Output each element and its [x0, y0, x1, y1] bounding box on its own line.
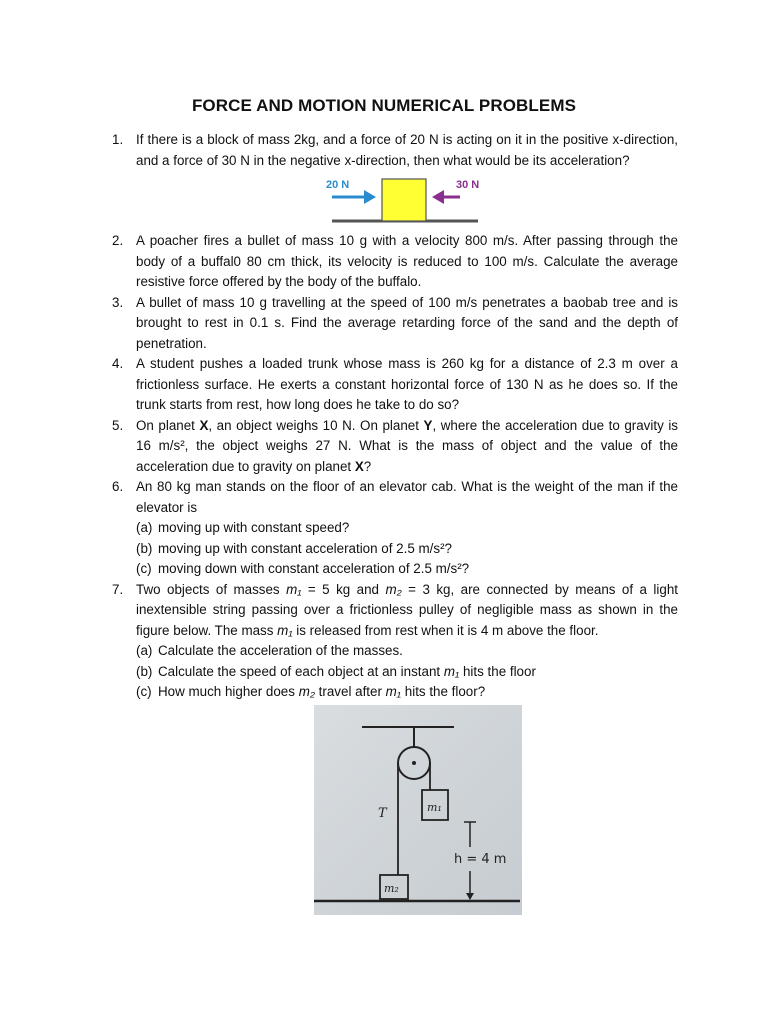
question-text: An 80 kg man stands on the floor of an elevator cab. What is the weight of the man if the elevator is [136, 479, 678, 515]
pulley-diagram-svg [314, 705, 522, 915]
page-title: FORCE AND MOTION NUMERICAL PROBLEMS [191, 96, 577, 115]
question-number: 7. [112, 581, 124, 597]
question-list [112, 130, 678, 915]
sub-question-b: (b) Calculate the speed of each object at an instant m₁ hits the floor [136, 663, 536, 679]
height-label: h = 4 m [454, 851, 507, 867]
pulley-figure [112, 705, 678, 915]
sub-question-a: (a) Calculate the acceleration of the masses. [136, 643, 403, 658]
left-force-label: 20 N [326, 179, 350, 191]
question-5 [112, 416, 678, 478]
mass-2-label: m₂ [384, 881, 399, 895]
mass-1-label: m₁ [427, 800, 442, 814]
question-number: 2. [112, 233, 124, 248]
question-number: 4. [112, 356, 124, 371]
question-4 [112, 354, 678, 416]
pulley-photo [314, 705, 522, 915]
sub-question-c: (c) moving down with constant acceleration of 2.5 m/s²? [136, 561, 470, 576]
question-number: 1. [112, 132, 124, 147]
question-7 [112, 580, 678, 703]
question-number: 5. [112, 417, 124, 433]
question-text: A bullet of mass 10 g travelling at the speed of 100 m/s penetrates a baobab tree and is brought to rest in 0.1 s. Find the average retarding force of the sand and the depth of penetration. [136, 294, 678, 351]
question-text: A poacher fires a bullet of mass 10 g with a velocity 800 m/s. After passing through the body of a buffal0 80 cm thick, its velocity is reduced to 100 m/s. Calculate the average resistive force offered by the body of the buffalo. [136, 233, 678, 289]
question-number: 3. [112, 294, 124, 310]
question-text: On planet X, an object weighs 10 N. On planet Y, where the acceleration due to gravity is 16 m/s², the object weighs 27 N. What is the mass of object and the value of the acceleration due to gravity on planet X? [136, 417, 678, 474]
force-diagram [112, 171, 678, 231]
right-force-label: 30 N [456, 179, 480, 191]
left-force-arrowhead [364, 190, 376, 204]
tension-label: T [378, 805, 387, 821]
sub-question-c: (c) How much higher does m₂ travel after m₁ hits the floor? [136, 684, 486, 699]
sub-question-b: (b) moving up with constant acceleration of 2.5 m/s²? [136, 540, 452, 556]
question-text: Two objects of masses m₁ = 5 kg and m₂ = 3 kg, are connected by means of a light inextensible string passing over a frictionless pulley of negligible mass as shown in the figure below. The mass m₁ is released from rest when it is 4 m above the floor. [136, 581, 678, 638]
sub-question-a: (a) moving up with constant speed? [136, 520, 350, 535]
right-force-arrowhead [432, 190, 444, 204]
question-2 [112, 231, 678, 293]
question-3 [112, 293, 678, 355]
question-text: If there is a block of mass 2kg, and a force of 20 N is acting on it in the positive x-direction, and a force of 30 N in the negative x-direction, then what would be its acceleration? [136, 132, 678, 168]
question-1 [112, 130, 678, 171]
block [382, 179, 426, 221]
force-diagram-svg [312, 177, 482, 231]
question-6 [112, 477, 678, 580]
question-text: A student pushes a loaded trunk whose mass is 260 kg for a distance of 2.3 m over a frictionless surface. He exerts a constant horizontal force of 130 N as he does so. If the trunk starts from rest, how long does he take to do so? [136, 356, 678, 412]
question-number: 6. [112, 479, 124, 494]
